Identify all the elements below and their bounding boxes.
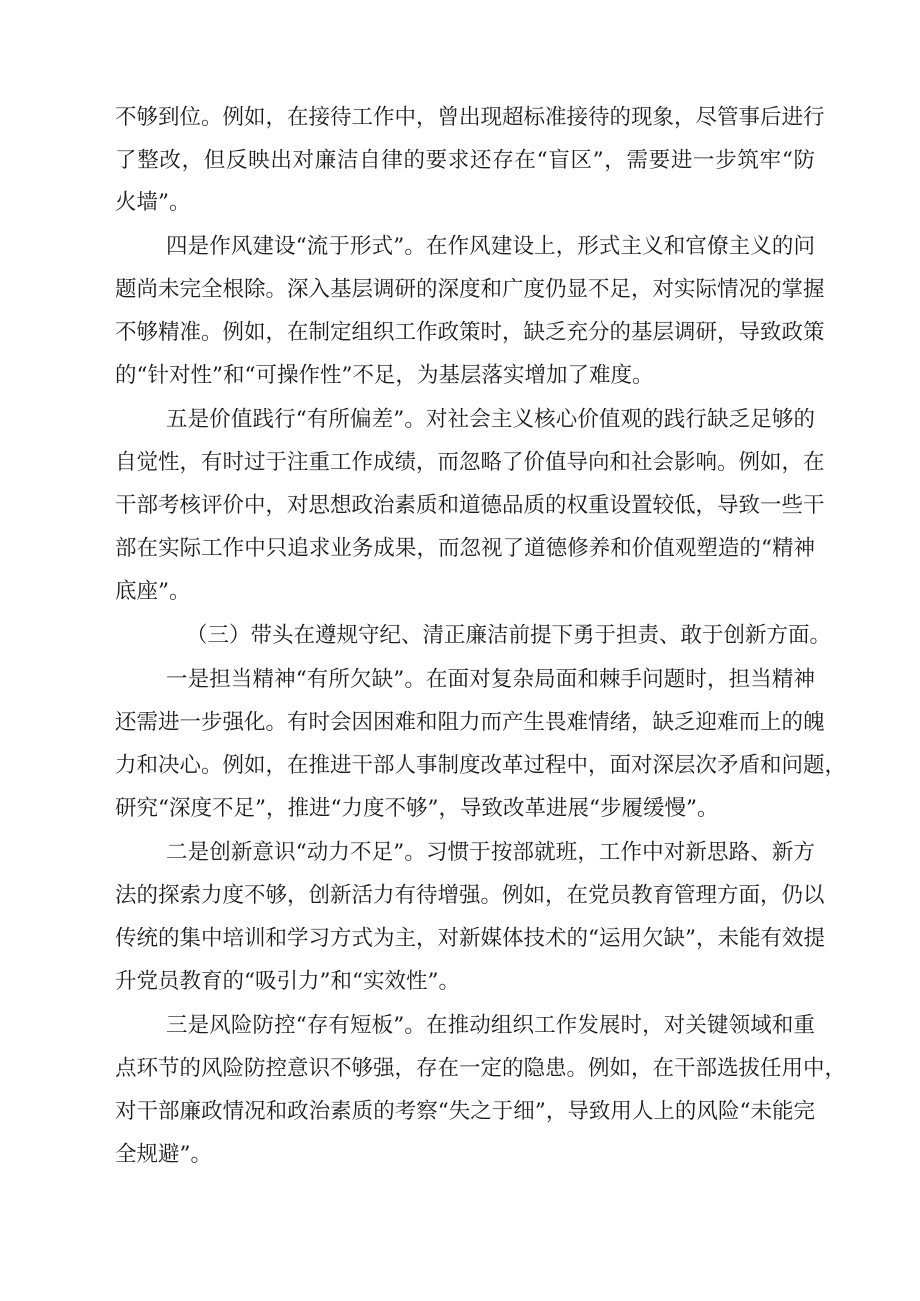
body-line: 研究“深度不足”，推进“力度不够”，导致改革进展“步履缓慢”。: [115, 796, 719, 821]
body-line: 力和决心。例如，在推进干部人事制度改革过程中，面对深层次矛盾和问题，: [115, 753, 847, 778]
paragraph-start-line: 三是风险防控“存有短板”。在推动组织工作发展时，对关键领域和重: [166, 1013, 815, 1038]
body-line: 点环节的风险防控意识不够强，存在一定的隐患。例如，在干部选拔任用中，: [115, 1056, 847, 1081]
body-line: 全规避”。: [115, 1142, 212, 1167]
body-line: 干部考核评价中，对思想政治素质和道德品质的权重设置较低，导致一些干: [115, 493, 825, 518]
body-line: 不够到位。例如，在接待工作中，曾出现超标准接待的现象，尽管事后进行: [115, 105, 825, 130]
paragraph-start-line: 一是担当精神“有所欠缺”。在面对复杂局面和棘手问题时，担当精神: [166, 667, 815, 692]
paragraph-start-line: 五是价值践行“有所偏差”。对社会主义核心价值观的践行缺乏足够的: [166, 407, 815, 432]
paragraph-start-line: 四是作风建设“流于形式”。在作风建设上，形式主义和官僚主义的问: [166, 234, 815, 259]
body-line: 了整改，但反映出对廉洁自律的要求还存在“盲区”，需要进一步筑牢“防: [115, 148, 815, 173]
body-line: 自觉性，有时过于注重工作成绩，而忽略了价值导向和社会影响。例如，在: [115, 450, 825, 475]
body-line: 对干部廉政情况和政治素质的考察“失之于细”，导致用人上的风险“未能完: [115, 1099, 815, 1124]
body-line: 火墙”。: [115, 190, 191, 215]
body-line: 不够精准。例如，在制定组织工作政策时，缺乏充分的基层调研，导致政策: [115, 320, 825, 345]
body-line: 升党员教育的“吸引力”和“实效性”。: [115, 969, 460, 994]
paragraph-start-line: 二是创新意识“动力不足”。习惯于按部就班，工作中对新思路、新方: [166, 840, 815, 865]
body-line: 传统的集中培训和学习方式为主，对新媒体技术的“运用欠缺”，未能有效提: [115, 926, 825, 951]
body-line: 法的探索力度不够，创新活力有待增强。例如，在党员教育管理方面，仍以: [115, 883, 825, 908]
section-heading: （三）带头在遵规守纪、清正廉洁前提下勇于担责、敢于创新方面。: [186, 623, 832, 648]
body-line: 底座”。: [115, 579, 191, 604]
body-line: 的“针对性”和“可操作性”不足，为基层落实增加了难度。: [115, 363, 654, 388]
body-line: 题尚未完全根除。深入基层调研的深度和广度仍显不足，对实际情况的掌握: [115, 277, 825, 302]
body-line: 还需进一步强化。有时会因困难和阻力而产生畏难情绪，缺乏迎难而上的魄: [115, 710, 825, 735]
body-line: 部在实际工作中只追求业务成果，而忽视了道德修养和价值观塑造的“精神: [115, 536, 815, 561]
